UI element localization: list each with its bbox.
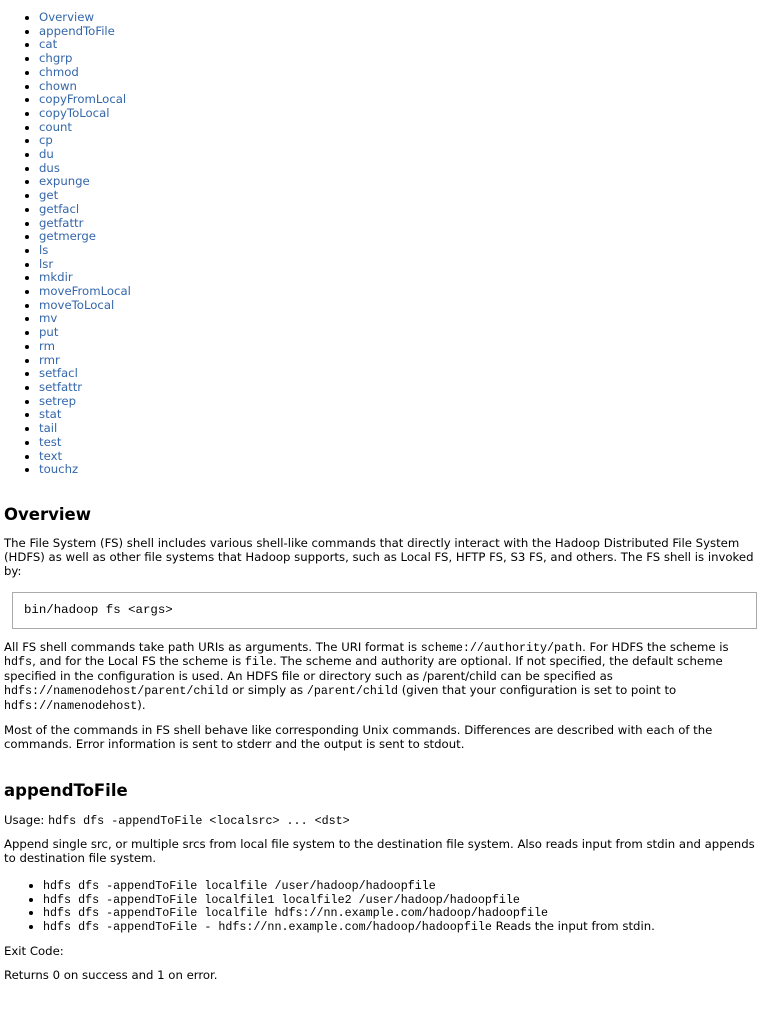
toc-item — [39, 189, 764, 203]
toc-item — [39, 25, 764, 39]
toc-link-lsr[interactable]: lsr — [39, 256, 54, 271]
toc-item — [39, 367, 764, 381]
example-command: hdfs dfs -appendToFile localfile /user/hadoop/hadoopfile — [43, 878, 436, 893]
toc-item — [39, 326, 764, 340]
inline-code: hdfs://namenodehost/parent/child — [4, 684, 229, 699]
toc-link-setrep[interactable]: setrep — [39, 393, 77, 408]
example-command: hdfs dfs -appendToFile localfile1 localfile2 /user/hadoop/hadoopfile — [43, 892, 520, 907]
toc-link-tail[interactable]: tail — [39, 421, 58, 436]
toc-item — [39, 217, 764, 231]
toc-item — [39, 381, 764, 395]
overview-intro-text: The File System (FS) shell includes various shell-like commands that directly interact with the Hadoop Distributed File System (HDFS) as well as other file systems that Hadoop supports, such as Local FS, HFTP FS, S3 FS, and others. The FS shell is invoked by: — [4, 536, 754, 578]
toc-item — [39, 244, 764, 258]
toc-link-mv[interactable]: mv — [39, 311, 58, 326]
exit-code-text: Returns 0 on success and 1 on error. — [4, 968, 218, 983]
toc-link-append-to-file[interactable]: appendToFile — [39, 23, 115, 38]
toc-item — [39, 450, 764, 464]
toc-item — [39, 299, 764, 313]
inline-code: scheme://authority/path — [420, 640, 583, 655]
example-note: Reads the input from stdin. — [495, 918, 655, 933]
paragraph-text: or simply as — [228, 683, 307, 698]
toc-link-stat[interactable]: stat — [39, 407, 62, 422]
toc-link-dus[interactable]: dus — [39, 160, 60, 175]
toc-item — [39, 175, 764, 189]
section-heading-overview: Overview — [4, 504, 91, 524]
toc-item — [39, 230, 764, 244]
unix-behavior-paragraph: Most of the commands in FS shell behave like corresponding Unix commands. Differences are described with each of the commands. Error information is sent to stderr and the output is sent to stdout. — [4, 722, 713, 751]
paragraph-text: ). — [137, 698, 146, 713]
inline-code: /parent/child — [306, 684, 398, 699]
invocation-code-block: bin/hadoop fs <args> — [12, 592, 757, 629]
toc-item — [39, 162, 764, 176]
toc-link-rm[interactable]: rm — [39, 338, 55, 353]
usage-label: Usage: — [4, 812, 45, 827]
toc-item — [39, 93, 764, 107]
toc-item — [39, 134, 764, 148]
toc-link-getmerge[interactable]: getmerge — [39, 229, 96, 244]
toc-link-move-from-local[interactable]: moveFromLocal — [39, 284, 131, 299]
toc-link-copy-from-local[interactable]: copyFromLocal — [39, 92, 127, 107]
toc-link-du[interactable]: du — [39, 147, 54, 162]
paragraph-text: . For HDFS the scheme is — [582, 639, 729, 654]
toc-link-text[interactable]: text — [39, 448, 63, 463]
example-list — [4, 879, 764, 934]
toc-link-put[interactable]: put — [39, 325, 59, 340]
toc-item — [39, 80, 764, 94]
toc-link-chown[interactable]: chown — [39, 78, 77, 93]
toc-item — [39, 52, 764, 66]
toc-item — [39, 436, 764, 450]
toc-item — [39, 463, 764, 477]
toc-link-setfacl[interactable]: setfacl — [39, 366, 78, 381]
paragraph-text: . The scheme and authority are optional. If not specified, the default scheme specified in the configuration is used. An HDFS file or directory such as /parent/child can be specified as — [4, 654, 723, 683]
toc-link-cat[interactable]: cat — [39, 37, 58, 52]
example-item — [43, 893, 764, 907]
toc-link-move-to-local[interactable]: moveToLocal — [39, 297, 115, 312]
toc-link-rmr[interactable]: rmr — [39, 352, 60, 367]
toc-item — [39, 203, 764, 217]
toc-link-count[interactable]: count — [39, 119, 72, 134]
toc-link-overview[interactable]: Overview — [39, 10, 95, 24]
toc-link-cp[interactable]: cp — [39, 133, 53, 148]
toc-item — [39, 395, 764, 409]
example-command: hdfs dfs -appendToFile localfile hdfs://nn.example.com/hadoop/hadoopfile — [43, 906, 548, 921]
toc-item — [39, 340, 764, 354]
paragraph-text: All FS shell commands take path URIs as arguments. The URI format is — [4, 639, 421, 654]
toc-item — [39, 121, 764, 135]
paragraph-text: (given that your configuration is set to point to — [398, 683, 677, 698]
toc-item — [39, 66, 764, 80]
inline-code: hdfs — [4, 655, 33, 670]
toc-link-chgrp[interactable]: chgrp — [39, 51, 73, 66]
document-content — [4, 11, 764, 983]
toc-link-mkdir[interactable]: mkdir — [39, 270, 73, 285]
usage-line — [4, 814, 764, 828]
toc-link-copy-to-local[interactable]: copyToLocal — [39, 105, 110, 120]
toc-link-setfattr[interactable]: setfattr — [39, 379, 83, 394]
toc-link-touchz[interactable]: touchz — [39, 462, 79, 477]
toc-link-expunge[interactable]: expunge — [39, 174, 90, 189]
toc-link-get[interactable]: get — [39, 188, 59, 203]
example-item — [43, 920, 764, 934]
toc-item — [39, 271, 764, 285]
paragraph-text: , and for the Local FS the scheme is — [32, 654, 245, 669]
toc-item — [39, 285, 764, 299]
toc-link-test[interactable]: test — [39, 434, 62, 449]
example-item — [43, 906, 764, 920]
table-of-contents — [4, 11, 764, 477]
toc-item — [39, 107, 764, 121]
toc-item — [39, 258, 764, 272]
uri-format-paragraph — [4, 640, 764, 713]
inline-code: file — [244, 655, 273, 670]
toc-item — [39, 38, 764, 52]
toc-link-getfattr[interactable]: getfattr — [39, 215, 84, 230]
append-to-file-description: Append single src, or multiple srcs from local file system to the destination file system. Also reads input from stdin and appends to destination file system. — [4, 837, 755, 866]
toc-link-getfacl[interactable]: getfacl — [39, 201, 80, 216]
toc-item — [39, 408, 764, 422]
toc-item — [39, 11, 764, 25]
toc-link-chmod[interactable]: chmod — [39, 64, 79, 79]
toc-item — [39, 148, 764, 162]
example-item — [43, 879, 764, 893]
toc-item — [39, 354, 764, 368]
usage-syntax: hdfs dfs -appendToFile <localsrc> ... <dst> — [48, 813, 350, 828]
toc-item — [39, 312, 764, 326]
exit-code-label: Exit Code: — [4, 943, 64, 958]
toc-link-ls[interactable]: ls — [39, 242, 49, 257]
inline-code: hdfs://namenodehost — [4, 699, 138, 714]
example-command: hdfs dfs -appendToFile - hdfs://nn.example.com/hadoop/hadoopfile — [43, 919, 492, 934]
section-heading-append-to-file: appendToFile — [4, 781, 128, 801]
toc-item — [39, 422, 764, 436]
